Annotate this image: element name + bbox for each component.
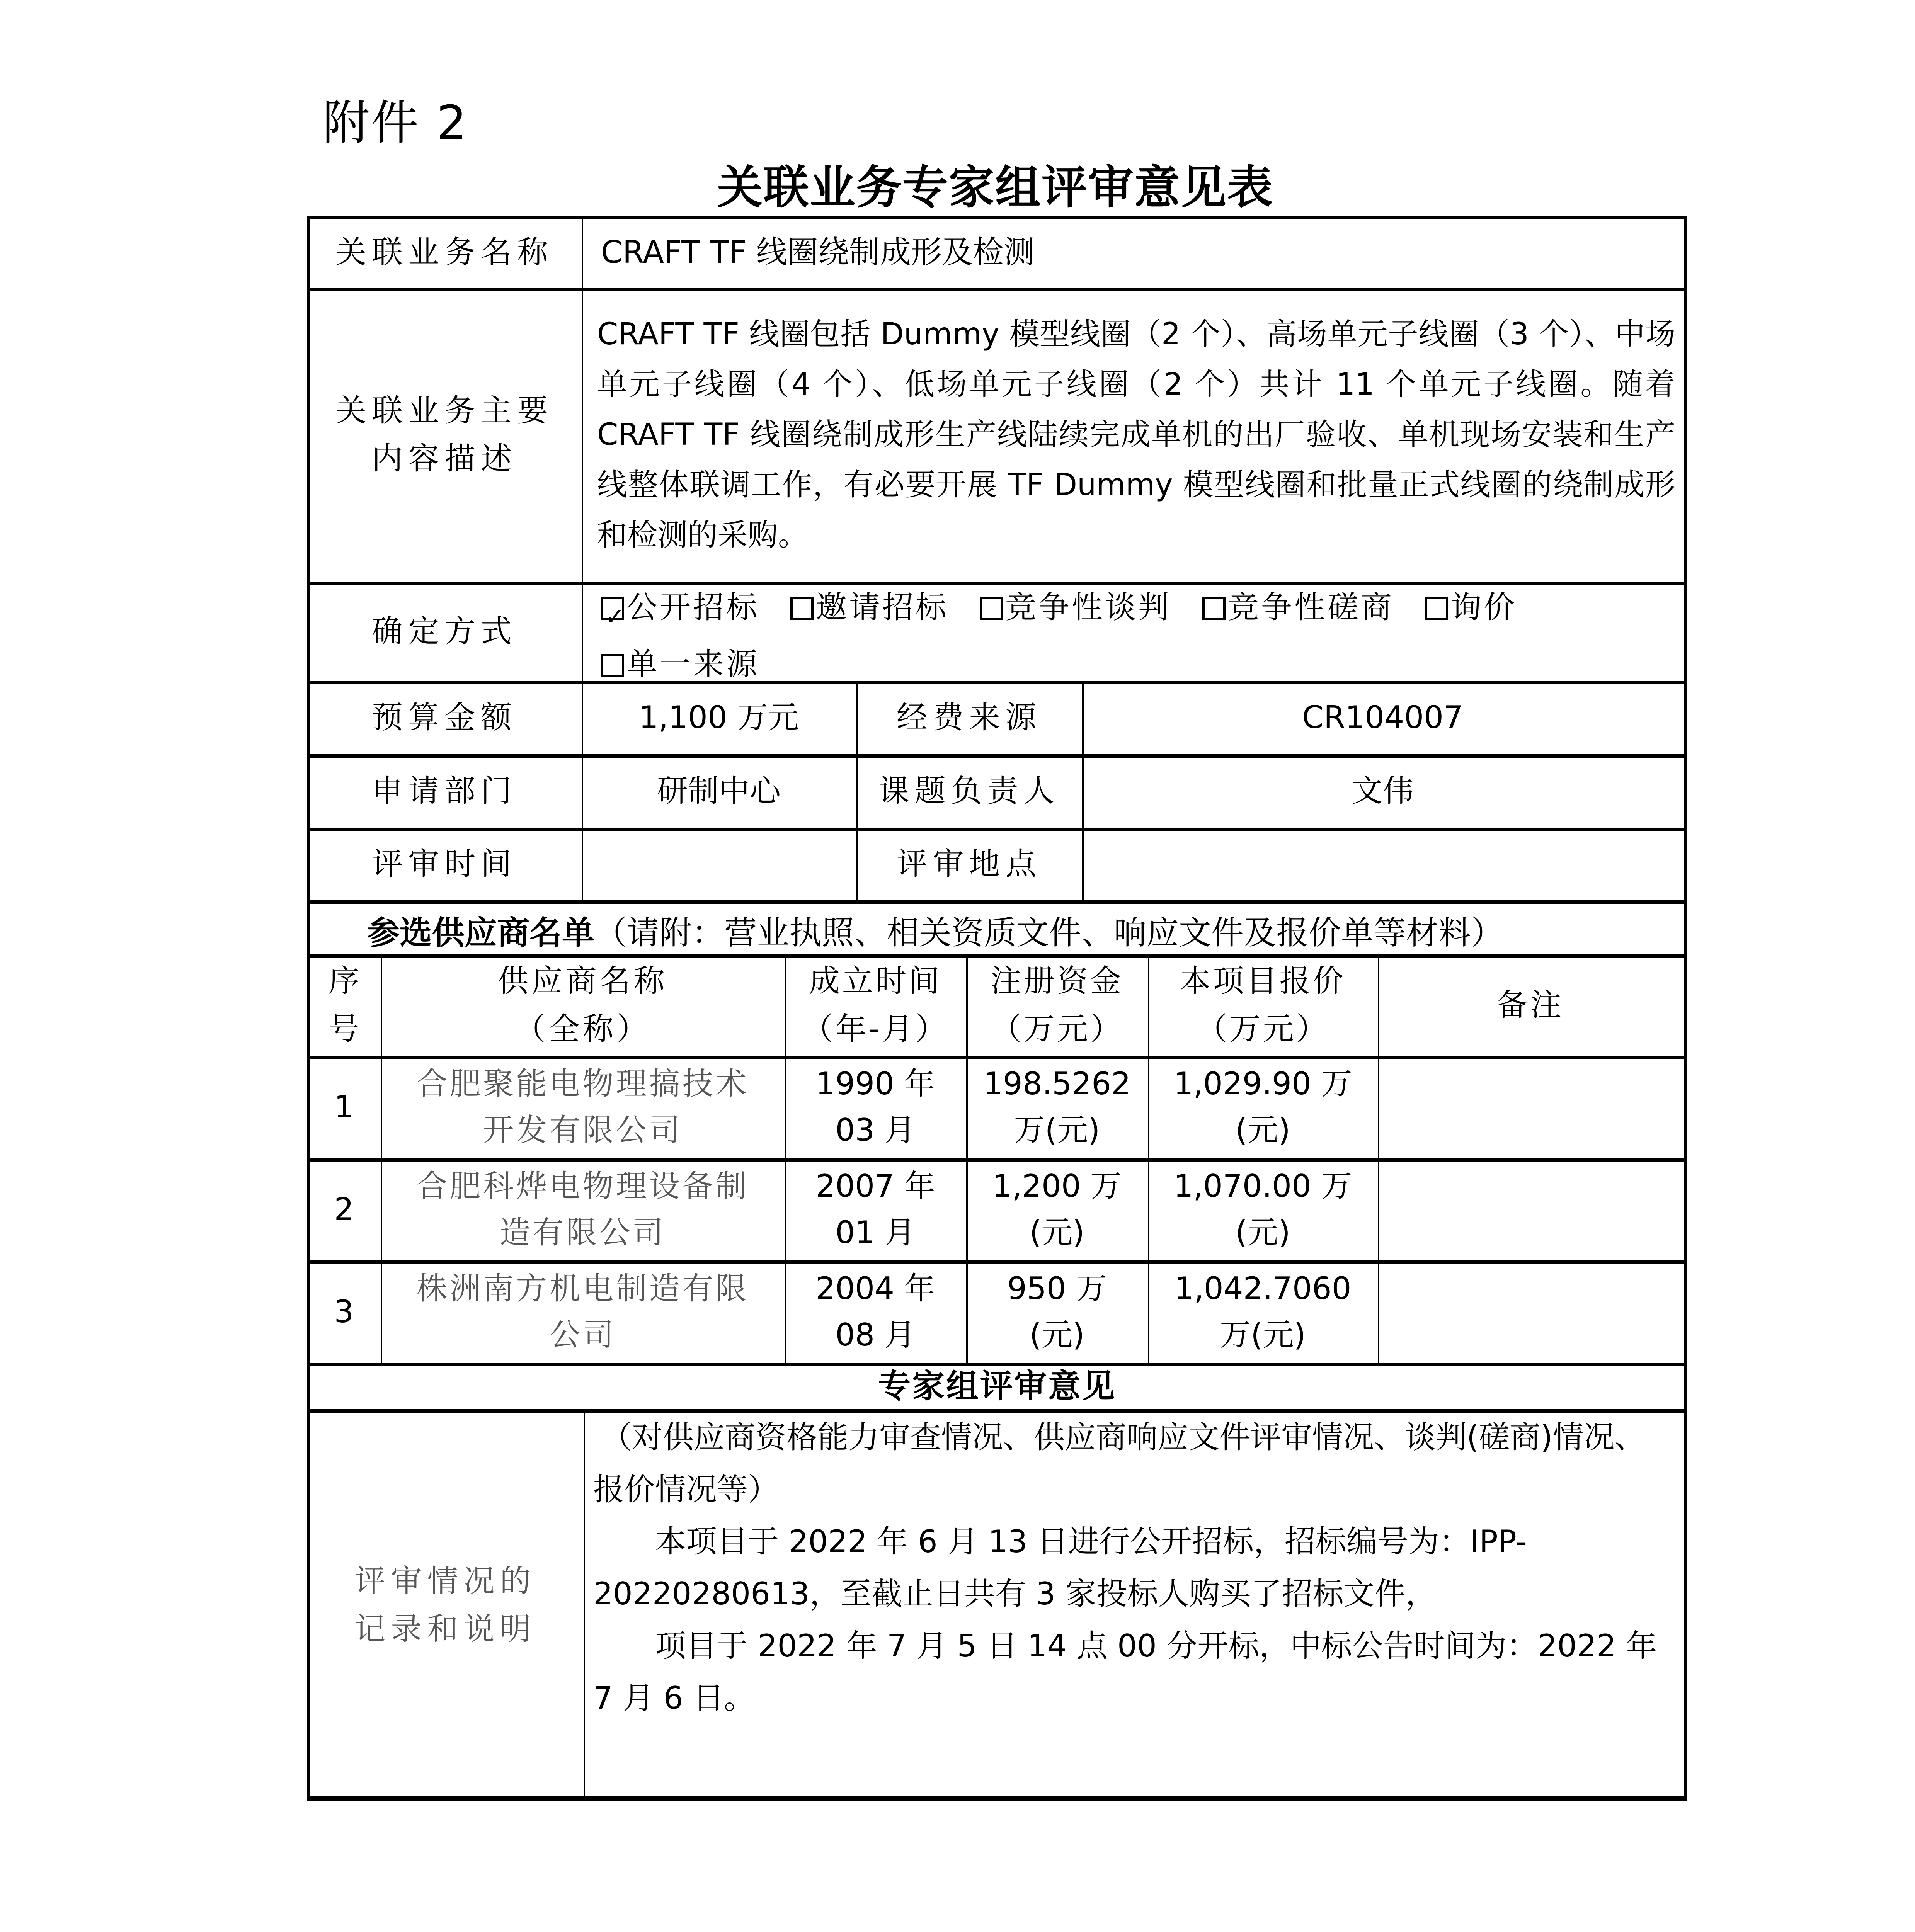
supplier-quote-text: (元) (1235, 1214, 1290, 1250)
method-option[interactable] (601, 583, 759, 631)
header-name-line2: （全称） (514, 1011, 651, 1047)
supplier-name-text: 公司 (549, 1316, 616, 1353)
method-option[interactable] (1425, 583, 1517, 631)
dept-value: 研制中心 (657, 773, 781, 809)
supplier-remark-cell (1378, 1056, 1683, 1158)
method-option-label: 询价 (1450, 589, 1517, 625)
opinion-paragraph-2: 项目于 2022 年 7 月 5 日 14 点 00 分开标，中标公告时间为：2022 年 7 月 6 日。 (593, 1628, 1657, 1716)
checkbox-unchecked-icon[interactable] (790, 597, 814, 620)
opinion-content (593, 1411, 1675, 1724)
checkbox-unchecked-icon[interactable] (1202, 597, 1226, 620)
business-description-cell (597, 288, 1675, 582)
supplier-name-text: 开发有限公司 (483, 1112, 683, 1148)
method-option-label: 竞争性磋商 (1228, 589, 1394, 625)
supplier-quote-cell (1148, 1260, 1378, 1363)
leader-label: 课题负责人 (878, 773, 1060, 809)
header-name (381, 954, 785, 1056)
supplier-no-cell (307, 1056, 381, 1158)
business-description: CRAFT TF 线圈包括 Dummy 模型线圈（2 个）、高场单元子线圈（3 个）、中场单元子线圈（4 个）、低场单元子线圈（2 个）共计 11 个单元子线圈。随着 CRAFT TF 线圈绕制成形生产线陆续完成单机的出厂验收、单机现场安装和生产线整体联调工作，有必要开展 TF Dummy 模型线圈和批量正式线圈的绕制成形和检测的采购。 (597, 317, 1675, 553)
method-option-label: 竞争性谈判 (1005, 589, 1171, 625)
business-desc-label (307, 288, 582, 582)
header-no-line1: 序 (329, 963, 359, 999)
supplier-quote-text: (元) (1235, 1112, 1290, 1148)
opinion-section-title: 专家组评审意见 (878, 1367, 1116, 1405)
review-time-value[interactable] (582, 828, 856, 900)
supplier-quote-text: 1,070.00 万 (1173, 1168, 1352, 1204)
opinion-instruction: （对供应商资格能力审查情况、供应商响应文件评审情况、谈判(磋商)情况、报价情况等） (593, 1419, 1646, 1507)
supplier-no-text: 2 (334, 1191, 354, 1227)
header-capital-line2: （万元） (991, 1011, 1123, 1047)
supplier-name-cell (381, 1158, 785, 1260)
supplier-list-note: （请附：营业执照、相关资质文件、响应文件及报价单等材料） (594, 914, 1504, 952)
supplier-quote-text: 1,042.7060 (1174, 1270, 1352, 1306)
attachment-label: 附件 2 (323, 95, 468, 150)
header-quote (1148, 954, 1378, 1056)
supplier-remark-cell (1378, 1158, 1683, 1260)
method-option-label: 邀请招标 (816, 589, 949, 625)
header-name-line1: 供应商名称 (497, 963, 668, 999)
opinion-label (307, 1409, 584, 1801)
supplier-founded-cell (785, 1260, 966, 1363)
business-name-label: 关联业务名称 (335, 234, 553, 270)
supplier-founded-cell (785, 1158, 966, 1260)
supplier-no-text: 1 (334, 1088, 354, 1125)
supplier-capital-cell (966, 1158, 1148, 1260)
review-place-label: 评审地点 (896, 846, 1042, 882)
method-option-label: 单一来源 (626, 646, 759, 682)
checkbox-unchecked-icon[interactable] (601, 654, 624, 677)
supplier-founded-text: 01 月 (835, 1214, 916, 1250)
supplier-no-cell (307, 1158, 381, 1260)
supplier-quote-text: 1,029.90 万 (1173, 1065, 1352, 1102)
business-desc-label-line2: 内容描述 (372, 440, 517, 476)
method-option[interactable] (1202, 583, 1394, 631)
supplier-list-heading: 参选供应商名单 (367, 914, 595, 952)
supplier-capital-text: (元) (1029, 1214, 1085, 1250)
header-quote-line1: 本项目报价 (1180, 963, 1346, 999)
header-capital (966, 954, 1148, 1056)
supplier-name-text: 造有限公司 (499, 1214, 666, 1250)
header-remark: 备注 (1496, 987, 1564, 1023)
supplier-founded-text: 2004 年 (815, 1270, 935, 1306)
review-place-value[interactable] (1082, 828, 1683, 900)
supplier-no-cell (307, 1260, 381, 1363)
method-label: 确定方式 (372, 613, 517, 649)
opinion-label-line1: 评审情况的 (354, 1563, 536, 1599)
leader-value: 文伟 (1352, 773, 1414, 809)
header-capital-line1: 注册资金 (991, 963, 1123, 999)
method-option-label: 公开招标 (626, 589, 759, 625)
supplier-name-text: 合肥科烨电物理设备制 (416, 1168, 749, 1204)
checkbox-unchecked-icon[interactable] (980, 597, 1003, 620)
supplier-quote-cell (1148, 1158, 1378, 1260)
supplier-capital-text: 1,200 万 (992, 1168, 1122, 1204)
header-founded-line2: （年-月） (802, 1011, 949, 1047)
supplier-capital-text: 198.5262 (983, 1065, 1131, 1102)
supplier-no-text: 3 (334, 1293, 354, 1330)
method-option[interactable] (790, 583, 949, 631)
budget-value: 1,100 万元 (638, 699, 799, 735)
business-name-value: CRAFT TF 线圈绕制成形及检测 (601, 234, 1035, 270)
supplier-founded-text: 2007 年 (815, 1168, 935, 1204)
business-desc-label-line1: 关联业务主要 (335, 393, 553, 429)
header-founded-line1: 成立时间 (809, 963, 942, 999)
row-divider (307, 900, 1687, 904)
supplier-capital-text: 万(元) (1014, 1112, 1100, 1148)
supplier-list-title (367, 907, 1503, 954)
column-divider (584, 1409, 585, 1801)
supplier-name-cell (381, 1260, 785, 1363)
checkbox-checked-icon[interactable] (601, 597, 624, 620)
header-no-line2: 号 (329, 1011, 359, 1047)
review-time-label: 评审时间 (372, 846, 517, 882)
supplier-capital-cell (966, 1056, 1148, 1158)
opinion-paragraph-1: 本项目于 2022 年 6 月 13 日进行公开招标，招标编号为：IPP-20220280613，至截止日共有 3 家投标人购买了招标文件， (593, 1524, 1527, 1612)
supplier-founded-text: 1990 年 (815, 1065, 935, 1102)
budget-label: 预算金额 (372, 699, 517, 735)
method-options (601, 583, 1675, 697)
supplier-founded-text: 08 月 (835, 1316, 916, 1353)
supplier-founded-text: 03 月 (835, 1112, 916, 1148)
supplier-capital-cell (966, 1260, 1148, 1363)
supplier-capital-text: 950 万 (1007, 1270, 1107, 1306)
supplier-quote-cell (1148, 1056, 1378, 1158)
supplier-name-text: 合肥聚能电物理搞技术 (416, 1065, 749, 1102)
header-quote-line2: （万元） (1196, 1011, 1329, 1047)
header-no (307, 954, 381, 1056)
method-option[interactable] (980, 583, 1171, 631)
checkbox-unchecked-icon[interactable] (1425, 597, 1448, 620)
supplier-founded-cell (785, 1056, 966, 1158)
header-founded (785, 954, 966, 1056)
document-title: 关联业务专家组评审意见表 (717, 161, 1273, 214)
supplier-name-cell (381, 1056, 785, 1158)
funding-value: CR104007 (1302, 699, 1463, 735)
supplier-remark-cell (1378, 1260, 1683, 1363)
dept-label: 申请部门 (372, 773, 517, 809)
opinion-label-line2: 记录和说明 (354, 1611, 536, 1647)
supplier-quote-text: 万(元) (1220, 1316, 1306, 1353)
funding-label: 经费来源 (896, 699, 1042, 735)
supplier-capital-text: (元) (1029, 1316, 1085, 1353)
supplier-name-text: 株洲南方机电制造有限 (416, 1270, 749, 1306)
